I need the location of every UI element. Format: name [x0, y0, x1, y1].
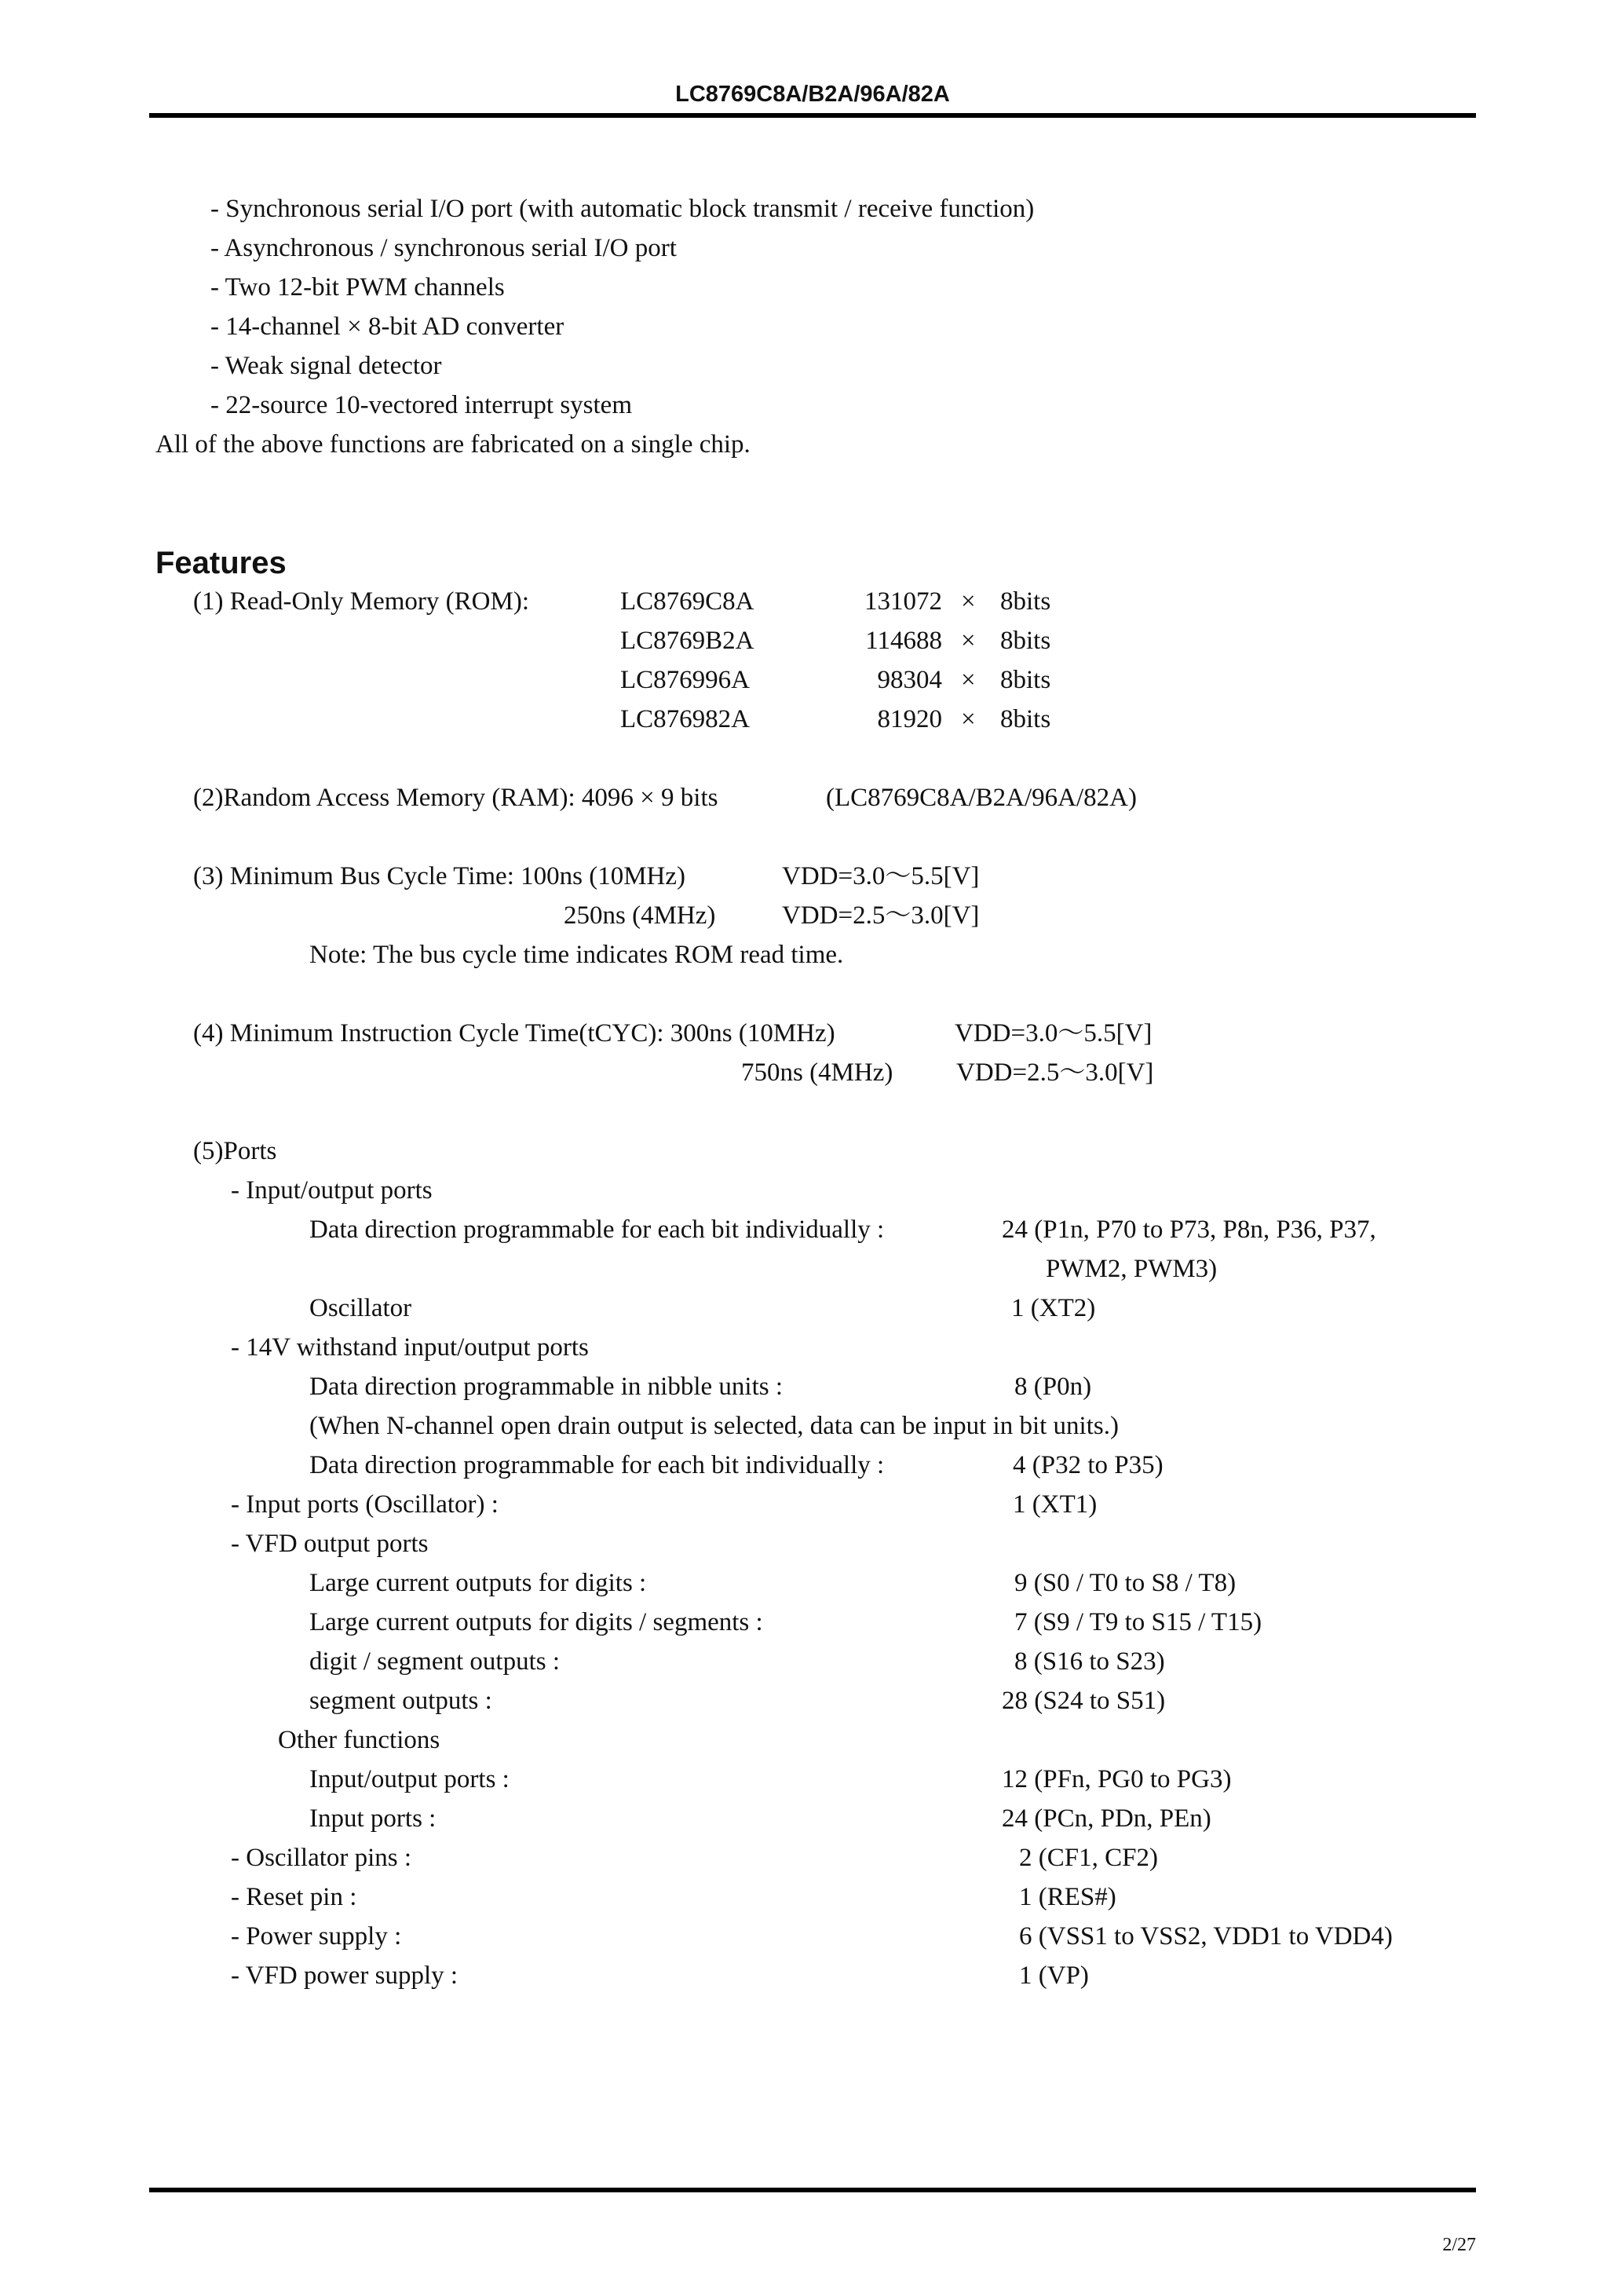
- instr-time2: 750ns (4MHz): [741, 1058, 893, 1087]
- ports-io-osc-label: Oscillator: [309, 1294, 412, 1322]
- ports-other-io-label: Input/output ports :: [309, 1765, 510, 1793]
- ports-power-label: - Power supply :: [231, 1922, 402, 1951]
- rom-label: (1) Read-Only Memory (ROM):: [193, 587, 530, 616]
- intro-item: - Weak signal detector: [210, 352, 442, 380]
- bus-note: Note: The bus cycle time indicates ROM read time.: [309, 941, 844, 969]
- intro-item: - Synchronous serial I/O port (with automatic block transmit / receive function): [210, 195, 1035, 223]
- rom-unit: 8bits: [1000, 627, 1051, 655]
- page-number: 2/27: [1442, 2235, 1476, 2255]
- rom-part: LC8769B2A: [620, 627, 754, 655]
- bus-vdd2: VDD=2.5～3.0[V]: [782, 901, 980, 930]
- ports-other-in-label: Input ports :: [309, 1804, 437, 1833]
- instr-vdd2: VDD=2.5～3.0[V]: [956, 1058, 1154, 1087]
- rom-part: LC876996A: [620, 666, 750, 694]
- rom-times: ×: [961, 705, 976, 733]
- ports-power-value: 6 (VSS1 to VSS2, VDD1 to VDD4): [1019, 1922, 1393, 1951]
- rom-unit: 8bits: [1000, 705, 1051, 733]
- bus-label: (3) Minimum Bus Cycle Time: 100ns (10MHz): [193, 862, 686, 890]
- rom-times: ×: [961, 666, 976, 694]
- ports-14v-bit-value: 4 (P32 to P35): [1013, 1451, 1164, 1479]
- ports-io: - Input/output ports: [231, 1176, 433, 1205]
- ports-vfd: - VFD output ports: [231, 1530, 429, 1558]
- ports-vfd-ds-value: 8 (S16 to S23): [1014, 1647, 1165, 1676]
- ports-vfd-digits-label: Large current outputs for digits :: [309, 1569, 647, 1597]
- ports-vfd-ds-label: digit / segment outputs :: [309, 1647, 560, 1676]
- ports-io-bit-label: Data direction programmable for each bit individually :: [309, 1216, 885, 1244]
- ports-reset-label: - Reset pin :: [231, 1883, 357, 1911]
- intro-summary: All of the above functions are fabricated on a single chip.: [155, 430, 751, 459]
- ports-label: (5)Ports: [193, 1137, 277, 1165]
- ports-vfd-power-value: 1 (VP): [1019, 1961, 1089, 1990]
- rom-size: 131072: [864, 587, 942, 616]
- ports-io-bit-value: 24 (P1n, P70 to P73, P8n, P36, P37,: [1002, 1216, 1376, 1244]
- rom-part: LC876982A: [620, 705, 750, 733]
- ports-vfd-seg-value: 28 (S24 to S51): [1002, 1687, 1166, 1715]
- intro-item: - 14-channel × 8-bit AD converter: [210, 313, 564, 341]
- ports-other-in-value: 24 (PCn, PDn, PEn): [1002, 1804, 1211, 1833]
- ports-io-osc-value: 1 (XT2): [1011, 1294, 1096, 1322]
- ports-14v: - 14V withstand input/output ports: [231, 1333, 589, 1362]
- header-rule: [149, 113, 1476, 118]
- ports-other: Other functions: [278, 1726, 440, 1754]
- ports-other-io-value: 12 (PFn, PG0 to PG3): [1002, 1765, 1232, 1793]
- ram-parts: (LC8769C8A/B2A/96A/82A): [826, 784, 1137, 812]
- rom-times: ×: [961, 627, 976, 655]
- ports-vfd-digseg-value: 7 (S9 / T9 to S15 / T15): [1014, 1608, 1262, 1636]
- intro-item: - 22-source 10-vectored interrupt system: [210, 391, 632, 419]
- bus-time2: 250ns (4MHz): [564, 901, 716, 930]
- rom-unit: 8bits: [1000, 666, 1051, 694]
- footer-rule: [149, 2188, 1476, 2192]
- rom-part: LC8769C8A: [620, 587, 754, 616]
- features-heading: Features: [155, 546, 287, 580]
- instr-label: (4) Minimum Instruction Cycle Time(tCYC): 300ns (10MHz): [193, 1019, 835, 1047]
- ports-reset-value: 1 (RES#): [1019, 1883, 1116, 1911]
- rom-times: ×: [961, 587, 976, 616]
- ports-vfd-power-label: - VFD power supply :: [231, 1961, 458, 1990]
- instr-vdd1: VDD=3.0～5.5[V]: [955, 1019, 1153, 1047]
- ram-label: (2)Random Access Memory (RAM): 4096 × 9 bits: [193, 784, 718, 812]
- ports-osc-pins-label: - Oscillator pins :: [231, 1844, 412, 1872]
- ports-input-osc-label: - Input ports (Oscillator) :: [231, 1490, 499, 1519]
- ports-input-osc-value: 1 (XT1): [1013, 1490, 1098, 1519]
- ports-14v-nibble-label: Data direction programmable in nibble units :: [309, 1373, 784, 1401]
- rom-size: 81920: [877, 705, 942, 733]
- bus-vdd1: VDD=3.0～5.5[V]: [782, 862, 980, 890]
- rom-size: 98304: [877, 666, 942, 694]
- page-header-title: LC8769C8A/B2A/96A/82A: [675, 82, 950, 107]
- intro-item: - Asynchronous / synchronous serial I/O port: [210, 234, 677, 262]
- ports-vfd-digits-value: 9 (S0 / T0 to S8 / T8): [1014, 1569, 1237, 1597]
- ports-14v-bit-label: Data direction programmable for each bit individually :: [309, 1451, 885, 1479]
- ports-io-bit-value2: PWM2, PWM3): [1046, 1255, 1218, 1283]
- ports-vfd-seg-label: segment outputs :: [309, 1687, 492, 1715]
- rom-size: 114688: [865, 627, 942, 655]
- ports-14v-nibble-value: 8 (P0n): [1014, 1373, 1092, 1401]
- rom-unit: 8bits: [1000, 587, 1051, 616]
- intro-item: - Two 12-bit PWM channels: [210, 273, 505, 302]
- ports-14v-note: (When N-channel open drain output is selected, data can be input in bit units.): [309, 1412, 1119, 1440]
- ports-vfd-digseg-label: Large current outputs for digits / segments :: [309, 1608, 763, 1636]
- ports-osc-pins-value: 2 (CF1, CF2): [1019, 1844, 1158, 1872]
